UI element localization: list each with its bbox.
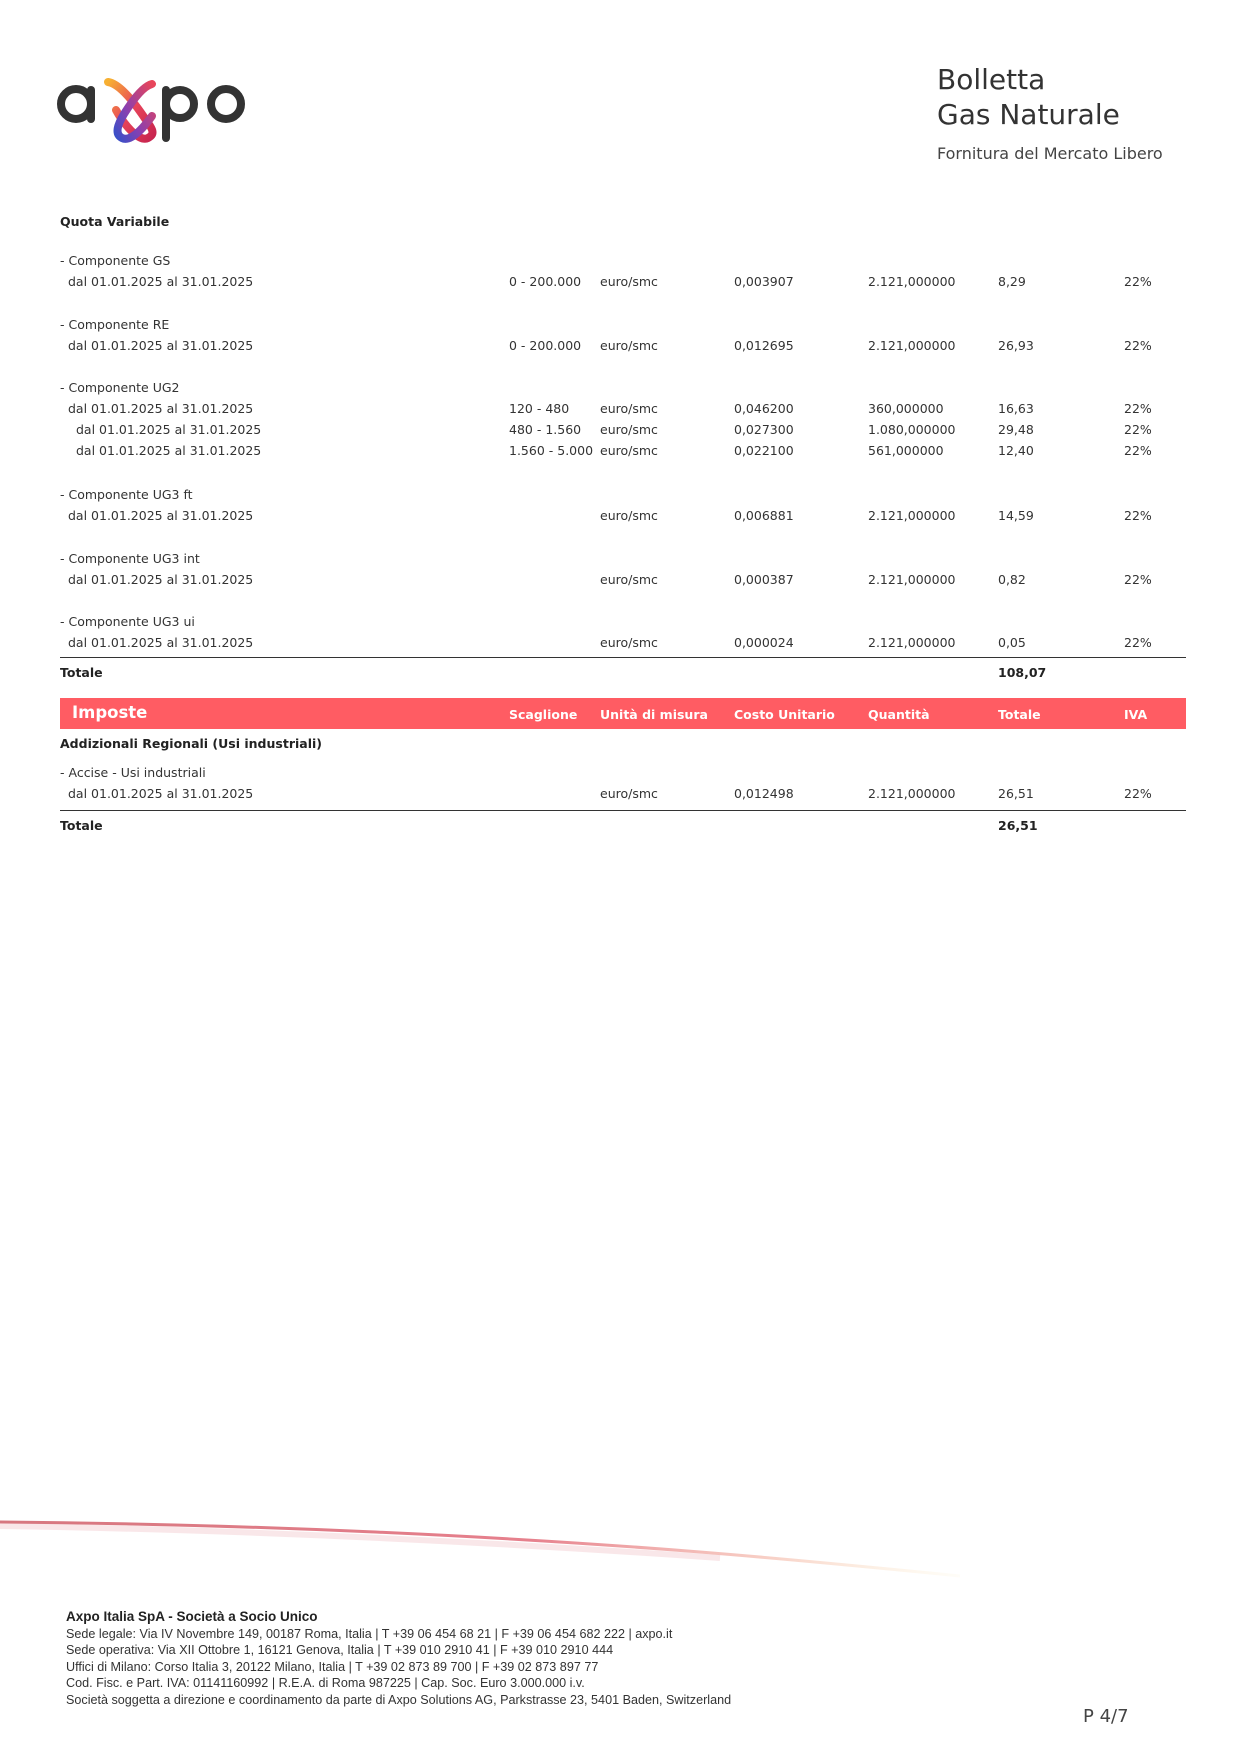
unit-cell: euro/smc bbox=[600, 338, 658, 353]
cost-cell: 0,027300 bbox=[734, 422, 794, 437]
period-cell: dal 01.01.2025 al 31.01.2025 bbox=[68, 635, 254, 650]
component-label: - Componente UG3 int bbox=[60, 551, 200, 566]
total-cell: 0,82 bbox=[998, 572, 1026, 587]
company-footer bbox=[66, 1609, 731, 1709]
qty-cell: 2.121,000000 bbox=[868, 572, 956, 587]
decorative-swoosh bbox=[0, 1500, 1000, 1580]
unit-cell: euro/smc bbox=[600, 508, 658, 523]
document-title-block bbox=[937, 62, 1163, 163]
total-cell: 0,05 bbox=[998, 635, 1026, 650]
unit-cell: euro/smc bbox=[600, 422, 658, 437]
period-cell: dal 01.01.2025 al 31.01.2025 bbox=[68, 786, 254, 801]
total-cell: 12,40 bbox=[998, 443, 1034, 458]
component-label: - Accise - Usi industriali bbox=[60, 765, 206, 780]
unit-cell: euro/smc bbox=[600, 572, 658, 587]
qty-cell: 561,000000 bbox=[868, 443, 944, 458]
period-cell: dal 01.01.2025 al 31.01.2025 bbox=[68, 338, 254, 353]
column-header-cost: Costo Unitario bbox=[734, 707, 835, 722]
cost-cell: 0,022100 bbox=[734, 443, 794, 458]
scaglione-cell: 0 - 200.000 bbox=[509, 338, 582, 353]
divider bbox=[60, 657, 1186, 658]
total-cell: 14,59 bbox=[998, 508, 1034, 523]
title-bolletta: Bolletta bbox=[937, 63, 1046, 96]
qty-cell: 2.121,000000 bbox=[868, 786, 956, 801]
iva-cell: 22% bbox=[1124, 401, 1152, 416]
iva-cell: 22% bbox=[1124, 443, 1152, 458]
cost-cell: 0,003907 bbox=[734, 274, 794, 289]
qty-cell: 2.121,000000 bbox=[868, 338, 956, 353]
divider bbox=[60, 810, 1186, 811]
period-cell: dal 01.01.2025 al 31.01.2025 bbox=[76, 443, 262, 458]
iva-cell: 22% bbox=[1124, 635, 1152, 650]
iva-cell: 22% bbox=[1124, 422, 1152, 437]
unit-cell: euro/smc bbox=[600, 401, 658, 416]
component-label: - Componente UG3 ui bbox=[60, 614, 195, 629]
total-label: Totale bbox=[60, 665, 103, 680]
imposte-title: Imposte bbox=[72, 703, 148, 722]
footer-company-name: Axpo Italia SpA - Società a Socio Unico bbox=[66, 1609, 318, 1624]
period-cell: dal 01.01.2025 al 31.01.2025 bbox=[68, 508, 254, 523]
cost-cell: 0,012498 bbox=[734, 786, 794, 801]
total-cell: 16,63 bbox=[998, 401, 1034, 416]
component-label: - Componente GS bbox=[60, 253, 171, 268]
column-header-iva: IVA bbox=[1124, 707, 1148, 722]
column-header-scaglione: Scaglione bbox=[509, 707, 578, 722]
section-heading-quota-variabile: Quota Variabile bbox=[60, 214, 170, 229]
column-header-qty: Quantità bbox=[868, 707, 930, 722]
total-value: 108,07 bbox=[998, 665, 1047, 680]
total-cell: 8,29 bbox=[998, 274, 1026, 289]
period-cell: dal 01.01.2025 al 31.01.2025 bbox=[68, 274, 254, 289]
footer-line: Uffici di Milano: Corso Italia 3, 20122 Milano, Italia | T +39 02 873 89 700 | F +39 02 873 897 77 bbox=[66, 1659, 599, 1674]
footer-line: Società soggetta a direzione e coordinamento da parte di Axpo Solutions AG, Parkstrasse 23, 5401 Baden, Switzerland bbox=[66, 1692, 732, 1707]
footer-line: Sede operativa: Via XII Ottobre 1, 16121 Genova, Italia | T +39 010 2910 41 | F +39 010 2910 444 bbox=[66, 1643, 614, 1658]
title-gas-naturale: Gas Naturale bbox=[937, 98, 1120, 131]
period-cell: dal 01.01.2025 al 31.01.2025 bbox=[68, 401, 254, 416]
iva-cell: 22% bbox=[1124, 786, 1152, 801]
component-label: - Componente UG3 ft bbox=[60, 487, 193, 502]
scaglione-cell: 120 - 480 bbox=[509, 401, 570, 416]
iva-cell: 22% bbox=[1124, 572, 1152, 587]
cost-cell: 0,046200 bbox=[734, 401, 794, 416]
total-label: Totale bbox=[60, 818, 103, 833]
page-number: P 4/7 bbox=[1083, 1706, 1129, 1727]
axpo-logo bbox=[56, 72, 252, 150]
qty-cell: 2.121,000000 bbox=[868, 635, 956, 650]
iva-cell: 22% bbox=[1124, 274, 1152, 289]
footer-line: Sede legale: Via IV Novembre 149, 00187 Roma, Italia | T +39 06 454 68 21 | F +39 06 454 682 222 | axpo.it bbox=[66, 1626, 673, 1641]
period-cell: dal 01.01.2025 al 31.01.2025 bbox=[76, 422, 262, 437]
qty-cell: 1.080,000000 bbox=[868, 422, 956, 437]
qty-cell: 360,000000 bbox=[868, 401, 944, 416]
subtitle-fornitura: Fornitura del Mercato Libero bbox=[937, 144, 1163, 163]
iva-cell: 22% bbox=[1124, 508, 1152, 523]
iva-cell: 22% bbox=[1124, 338, 1152, 353]
column-header-total: Totale bbox=[998, 707, 1041, 722]
cost-cell: 0,006881 bbox=[734, 508, 794, 523]
unit-cell: euro/smc bbox=[600, 443, 658, 458]
qty-cell: 2.121,000000 bbox=[868, 508, 956, 523]
total-cell: 26,93 bbox=[998, 338, 1034, 353]
column-header-unit: Unità di misura bbox=[600, 707, 708, 722]
scaglione-cell: 1.560 - 5.000 bbox=[509, 443, 594, 458]
cost-cell: 0,000387 bbox=[734, 572, 794, 587]
footer-line: Cod. Fisc. e Part. IVA: 01141160992 | R.E.A. di Roma 987225 | Cap. Soc. Euro 3.000.000 i.v. bbox=[66, 1676, 585, 1691]
total-cell: 29,48 bbox=[998, 422, 1034, 437]
component-label: - Componente RE bbox=[60, 317, 170, 332]
total-cell: 26,51 bbox=[998, 786, 1034, 801]
imposte-header-bar bbox=[60, 698, 1186, 729]
cost-cell: 0,000024 bbox=[734, 635, 794, 650]
qty-cell: 2.121,000000 bbox=[868, 274, 956, 289]
unit-cell: euro/smc bbox=[600, 274, 658, 289]
cost-cell: 0,012695 bbox=[734, 338, 794, 353]
total-value: 26,51 bbox=[998, 818, 1038, 833]
scaglione-cell: 480 - 1.560 bbox=[509, 422, 582, 437]
scaglione-cell: 0 - 200.000 bbox=[509, 274, 582, 289]
period-cell: dal 01.01.2025 al 31.01.2025 bbox=[68, 572, 254, 587]
component-label: - Componente UG2 bbox=[60, 380, 180, 395]
unit-cell: euro/smc bbox=[600, 635, 658, 650]
unit-cell: euro/smc bbox=[600, 786, 658, 801]
section-heading-addizionali: Addizionali Regionali (Usi industriali) bbox=[60, 736, 322, 751]
